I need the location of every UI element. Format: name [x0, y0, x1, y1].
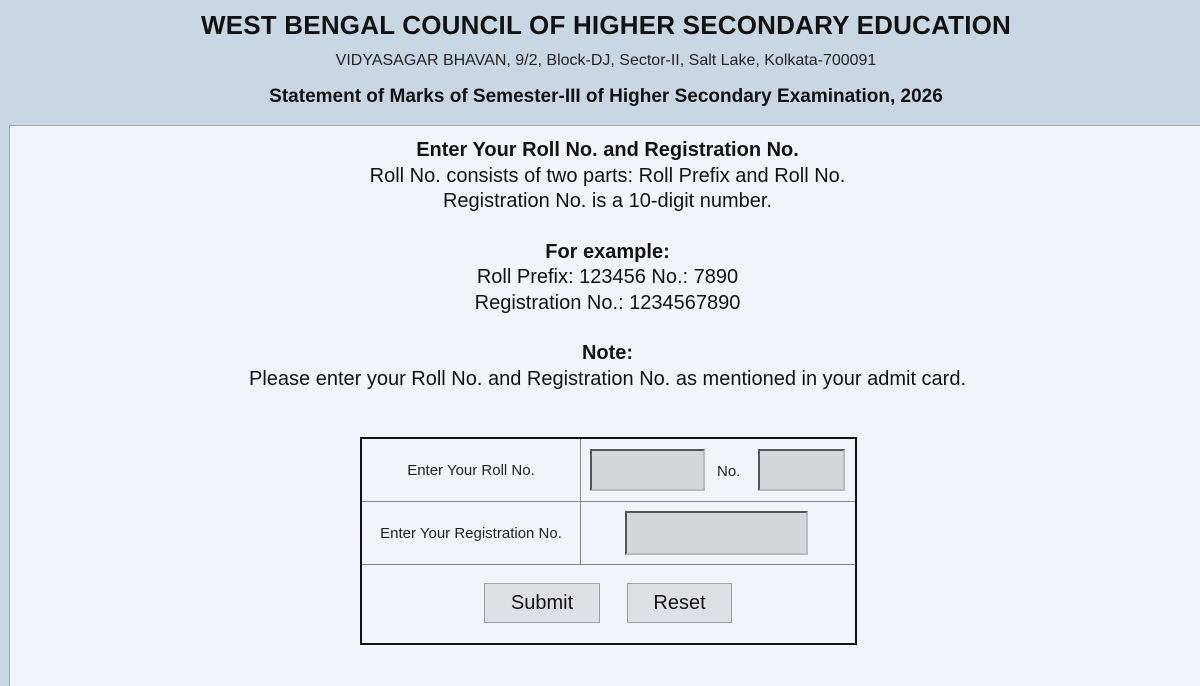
instructions-heading: Enter Your Roll No. and Registration No.: [416, 139, 799, 161]
exam-subtitle: Statement of Marks of Semester-III of Higher Secondary Examination, 2026: [269, 86, 943, 107]
registration-input[interactable]: [625, 511, 808, 555]
roll-prefix-input[interactable]: [590, 449, 705, 491]
roll-no-label: No.: [717, 463, 741, 480]
submit-button[interactable]: Submit: [484, 583, 600, 623]
instructions-line-2: Registration No. is a 10-digit number.: [442, 190, 773, 212]
roll-row: [362, 439, 855, 502]
spacer: [10, 215, 1200, 240]
reset-button[interactable]: Reset: [627, 583, 732, 623]
council-address: VIDYASAGAR BHAVAN, 9/2, Block-DJ, Sector-II, Salt Lake, Kolkata-700091: [335, 52, 877, 69]
example-registration: Registration No.: 1234567890: [474, 291, 741, 314]
registration-label: Enter Your Registration No.: [362, 502, 581, 564]
main-panel: [9, 125, 1200, 686]
instructions-block: [10, 138, 1200, 392]
roll-label: Enter Your Roll No.: [362, 439, 581, 501]
instructions-line-1: Roll No. consists of two parts: Roll Prefix and Roll No.: [369, 164, 846, 187]
example-roll: Roll Prefix: 123456 No.: 7890: [476, 266, 739, 288]
roll-number-input[interactable]: [758, 449, 845, 491]
result-form: [360, 437, 857, 645]
example-heading: For example:: [545, 240, 670, 263]
page-header: [0, 0, 1200, 124]
spacer: [10, 316, 1200, 341]
note-text: Please enter your Roll No. and Registration No. as mentioned in your admit card.: [248, 367, 967, 390]
council-title: WEST BENGAL COUNCIL OF HIGHER SECONDARY EDUCATION: [200, 10, 1012, 40]
note-heading: Note:: [581, 342, 634, 364]
registration-row: [362, 502, 855, 565]
